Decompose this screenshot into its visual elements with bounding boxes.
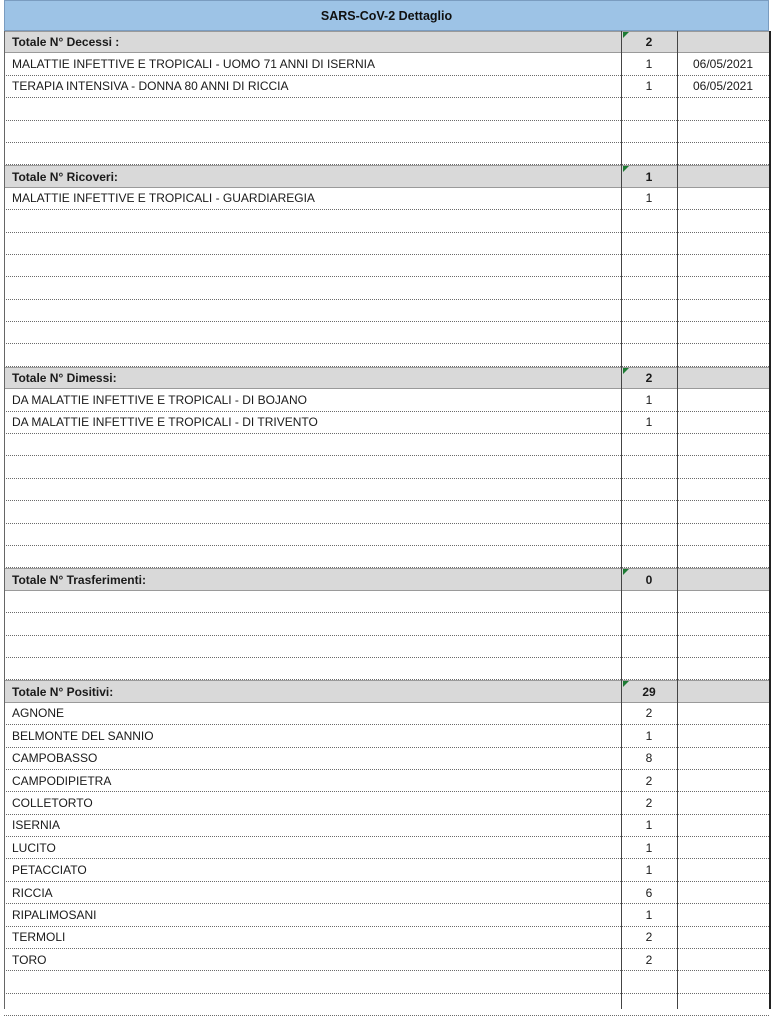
row-date[interactable] — [677, 859, 769, 880]
empty-cell[interactable] — [4, 524, 621, 545]
empty-row — [4, 524, 769, 546]
table-row — [4, 882, 769, 904]
empty-row — [4, 322, 769, 344]
empty-row — [4, 613, 769, 635]
empty-cell[interactable] — [4, 434, 621, 455]
empty-row — [4, 456, 769, 478]
empty-cell[interactable] — [4, 121, 621, 142]
table-row — [4, 188, 769, 210]
row-date[interactable] — [677, 792, 769, 813]
row-description[interactable]: TERAPIA INTENSIVA - DONNA 80 ANNI DI RICCIA — [12, 79, 289, 94]
section-header-row — [4, 31, 769, 53]
row-description[interactable]: MALATTIE INFETTIVE E TROPICALI - GUARDIAREGIA — [12, 191, 315, 206]
row-count[interactable]: 6 — [645, 885, 653, 900]
empty-cell[interactable] — [621, 322, 677, 343]
empty-row — [4, 344, 769, 366]
empty-cell[interactable] — [621, 636, 677, 657]
table-row — [4, 389, 769, 411]
empty-cell[interactable] — [621, 98, 677, 119]
empty-cell[interactable] — [4, 255, 621, 276]
section-total[interactable]: 2 — [645, 371, 653, 386]
empty-cell[interactable] — [621, 501, 677, 522]
empty-cell[interactable] — [4, 613, 621, 634]
empty-cell[interactable] — [4, 658, 621, 679]
empty-row — [4, 210, 769, 232]
empty-row — [4, 434, 769, 456]
empty-row — [4, 658, 769, 680]
cell-note-marker-icon — [623, 166, 629, 172]
empty-cell[interactable] — [4, 300, 621, 321]
empty-cell[interactable] — [621, 143, 677, 164]
empty-cell[interactable] — [4, 479, 621, 500]
empty-cell[interactable] — [677, 121, 769, 142]
grid-line — [621, 31, 622, 1009]
row-date[interactable] — [677, 748, 769, 769]
row-description[interactable]: COLLETORTO — [12, 795, 93, 810]
section-label[interactable]: Totale N° Decessi : — [12, 35, 120, 50]
row-date[interactable] — [677, 770, 769, 791]
empty-cell[interactable] — [621, 344, 677, 365]
row-description[interactable]: TORO — [12, 952, 47, 967]
empty-row — [4, 591, 769, 613]
empty-cell[interactable] — [677, 344, 769, 365]
empty-cell[interactable] — [677, 636, 769, 657]
empty-cell[interactable] — [621, 546, 677, 567]
row-date[interactable] — [677, 927, 769, 948]
row-description[interactable]: CAMPODIPIETRA — [12, 773, 112, 788]
empty-cell[interactable] — [621, 233, 677, 254]
empty-cell[interactable] — [677, 591, 769, 612]
section-label[interactable]: Totale N° Ricoveri: — [12, 169, 118, 184]
row-count[interactable]: 1 — [645, 728, 653, 743]
empty-cell[interactable] — [4, 591, 621, 612]
empty-cell[interactable] — [677, 255, 769, 276]
section-date-cell[interactable] — [677, 368, 769, 388]
row-count[interactable]: 2 — [645, 773, 653, 788]
row-date[interactable] — [677, 949, 769, 970]
empty-cell[interactable] — [621, 479, 677, 500]
empty-cell[interactable] — [621, 658, 677, 679]
empty-cell[interactable] — [677, 971, 769, 992]
row-date[interactable] — [677, 904, 769, 925]
empty-row — [4, 233, 769, 255]
section-label[interactable]: Totale N° Positivi: — [12, 684, 114, 699]
cell-note-marker-icon — [623, 368, 629, 374]
row-count[interactable]: 2 — [645, 952, 653, 967]
empty-cell[interactable] — [677, 233, 769, 254]
row-description[interactable]: LUCITO — [12, 840, 56, 855]
empty-cell[interactable] — [4, 233, 621, 254]
row-description[interactable]: ISERNIA — [12, 818, 61, 833]
empty-row — [4, 143, 769, 165]
row-description[interactable]: MALATTIE INFETTIVE E TROPICALI - UOMO 71 ANNI DI ISERNIA — [12, 57, 375, 72]
section-date-cell[interactable] — [677, 32, 769, 52]
empty-row — [4, 501, 769, 523]
empty-cell[interactable] — [677, 210, 769, 231]
empty-cell[interactable] — [677, 98, 769, 119]
table-row — [4, 837, 769, 859]
empty-cell[interactable] — [4, 546, 621, 567]
empty-cell[interactable] — [4, 636, 621, 657]
empty-cell[interactable] — [4, 994, 621, 1015]
empty-cell[interactable] — [4, 501, 621, 522]
empty-row — [4, 636, 769, 658]
row-count[interactable]: 8 — [645, 751, 653, 766]
empty-cell[interactable] — [677, 322, 769, 343]
row-count[interactable]: 1 — [645, 415, 653, 430]
empty-cell[interactable] — [4, 344, 621, 365]
section-date-cell[interactable] — [677, 166, 769, 186]
empty-cell[interactable] — [621, 994, 677, 1015]
empty-cell[interactable] — [677, 613, 769, 634]
grid-line — [677, 31, 678, 1009]
table-body — [4, 31, 769, 1016]
row-description[interactable]: DA MALATTIE INFETTIVE E TROPICALI - DI TRIVENTO — [12, 415, 318, 430]
empty-cell[interactable] — [4, 143, 621, 164]
row-description[interactable]: TERMOLI — [12, 930, 66, 945]
row-date[interactable] — [677, 725, 769, 746]
empty-row — [4, 971, 769, 993]
empty-cell[interactable] — [677, 524, 769, 545]
section-total[interactable]: 2 — [645, 35, 653, 50]
empty-cell[interactable] — [4, 322, 621, 343]
section-header-row — [4, 367, 769, 389]
row-count[interactable]: 1 — [645, 392, 653, 407]
empty-cell[interactable] — [621, 255, 677, 276]
row-date[interactable] — [677, 389, 769, 410]
empty-row — [4, 121, 769, 143]
table-row — [4, 748, 769, 770]
empty-row — [4, 255, 769, 277]
empty-cell[interactable] — [677, 501, 769, 522]
section-total[interactable]: 0 — [645, 572, 653, 587]
row-count[interactable]: 1 — [645, 79, 653, 94]
row-date[interactable] — [677, 412, 769, 433]
table-row — [4, 703, 769, 725]
empty-cell[interactable] — [621, 300, 677, 321]
empty-cell[interactable] — [4, 98, 621, 119]
row-description[interactable]: RIPALIMOSANI — [12, 907, 97, 922]
empty-cell[interactable] — [4, 456, 621, 477]
section-label[interactable]: Totale N° Trasferimenti: — [12, 572, 146, 587]
table-row — [4, 725, 769, 747]
empty-cell[interactable] — [677, 994, 769, 1015]
row-date[interactable] — [677, 837, 769, 858]
row-count[interactable]: 1 — [645, 907, 653, 922]
empty-row — [4, 546, 769, 568]
empty-cell[interactable] — [4, 210, 621, 231]
section-total[interactable]: 29 — [642, 684, 656, 699]
row-count[interactable]: 2 — [645, 706, 653, 721]
section-header-row — [4, 680, 769, 702]
table-row — [4, 927, 769, 949]
section-date-cell[interactable] — [677, 569, 769, 589]
table-row — [4, 949, 769, 971]
table-row — [4, 53, 769, 75]
section-total[interactable]: 1 — [645, 169, 653, 184]
cell-note-marker-icon — [623, 681, 629, 687]
row-date[interactable]: 06/05/2021 — [692, 79, 754, 94]
row-description[interactable]: AGNONE — [12, 706, 65, 721]
grid-line — [4, 31, 5, 1009]
empty-cell[interactable] — [677, 546, 769, 567]
empty-cell[interactable] — [677, 479, 769, 500]
table-row — [4, 76, 769, 98]
row-count[interactable]: 1 — [645, 57, 653, 72]
empty-cell[interactable] — [677, 143, 769, 164]
empty-cell[interactable] — [677, 658, 769, 679]
row-description[interactable]: BELMONTE DEL SANNIO — [12, 728, 154, 743]
row-count[interactable]: 1 — [645, 191, 653, 206]
row-count[interactable]: 1 — [645, 818, 653, 833]
empty-cell[interactable] — [677, 434, 769, 455]
row-description[interactable]: PETACCIATO — [12, 863, 87, 878]
empty-row — [4, 994, 769, 1016]
empty-row — [4, 479, 769, 501]
row-description[interactable]: DA MALATTIE INFETTIVE E TROPICALI - DI BOJANO — [12, 392, 307, 407]
empty-cell[interactable] — [621, 613, 677, 634]
cell-note-marker-icon — [623, 569, 629, 575]
section-date-cell[interactable] — [677, 681, 769, 701]
empty-cell[interactable] — [677, 456, 769, 477]
table-row — [4, 770, 769, 792]
empty-cell[interactable] — [621, 121, 677, 142]
row-count[interactable]: 2 — [645, 930, 653, 945]
section-label[interactable]: Totale N° Dimessi: — [12, 371, 117, 386]
table-row — [4, 412, 769, 434]
row-date[interactable] — [677, 703, 769, 724]
empty-cell[interactable] — [621, 277, 677, 298]
table-row — [4, 904, 769, 926]
section-header-row — [4, 165, 769, 187]
row-date[interactable] — [677, 188, 769, 209]
empty-cell[interactable] — [621, 456, 677, 477]
empty-row — [4, 98, 769, 120]
row-description[interactable]: RICCIA — [12, 885, 53, 900]
grid-line — [769, 31, 771, 1009]
row-date[interactable]: 06/05/2021 — [692, 57, 754, 72]
empty-cell[interactable] — [621, 524, 677, 545]
empty-cell[interactable] — [621, 210, 677, 231]
empty-cell[interactable] — [4, 971, 621, 992]
empty-cell[interactable] — [621, 971, 677, 992]
empty-cell[interactable] — [677, 277, 769, 298]
table-row — [4, 792, 769, 814]
row-count[interactable]: 2 — [645, 795, 653, 810]
empty-row — [4, 300, 769, 322]
row-date[interactable] — [677, 815, 769, 836]
empty-cell[interactable] — [621, 434, 677, 455]
empty-cell[interactable] — [677, 300, 769, 321]
row-description[interactable]: CAMPOBASSO — [12, 751, 98, 766]
row-date[interactable] — [677, 882, 769, 903]
empty-row — [4, 277, 769, 299]
row-count[interactable]: 1 — [645, 863, 653, 878]
empty-cell[interactable] — [4, 277, 621, 298]
table-row — [4, 859, 769, 881]
cell-note-marker-icon — [623, 32, 629, 38]
empty-cell[interactable] — [621, 591, 677, 612]
sheet-title: SARS-CoV-2 Dettaglio — [4, 0, 769, 31]
section-header-row — [4, 568, 769, 590]
table-row — [4, 815, 769, 837]
row-count[interactable]: 1 — [645, 840, 653, 855]
